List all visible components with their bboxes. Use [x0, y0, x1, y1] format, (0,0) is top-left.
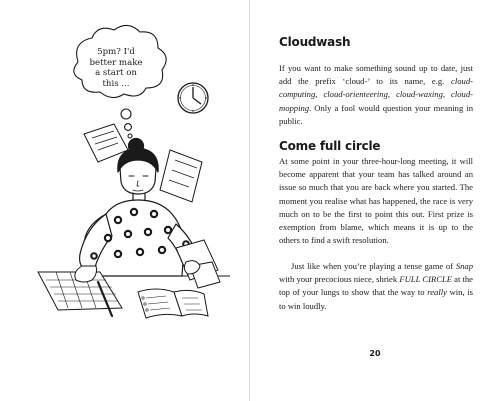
italic-run: cloud-computing, cloud-orienteering, cloud-waxing, cloud-mopping: [279, 76, 473, 113]
italic-run: Snap: [455, 261, 473, 271]
text-run: If you want to make something sound up to date, just add the prefix ‘cloud-’ to its name, e.g.: [279, 63, 473, 87]
left-page: [0, 0, 249, 401]
text-run: At some point in your three-hour-long meeting, it will become apparent that your team has talked around an issue so much that you are back where you started. The moment you realise what has happened, the race is very much on to be the first to point this out. First prize is exemption from blame, which means it is up to the others to find a swift resolution.: [279, 156, 473, 246]
text-run: at the top of your lungs to show that the way to: [279, 274, 473, 298]
flying-paper-right: [160, 150, 202, 202]
text-run: win, is to win loudly.: [279, 287, 474, 311]
page-number: 20: [369, 349, 381, 358]
section-body-cloudwash: [279, 62, 473, 128]
section-heading-come-full-circle: Come full circle: [279, 139, 381, 153]
open-notebook: [138, 289, 208, 318]
text-run: with your precocious niece, shriek: [279, 274, 400, 285]
thought-line: this ...: [102, 78, 130, 89]
thought-dot-medium: [125, 124, 132, 131]
thought-dot-large: [121, 109, 131, 119]
thought-line: better make: [89, 57, 143, 68]
italic-run: really: [427, 287, 447, 298]
clock-icon: [178, 83, 208, 113]
section-body-come-full-circle-2: [279, 260, 473, 313]
italic-run: FULL CIRCLE: [399, 274, 452, 285]
text-run: Just like when you’re playing a tense game of: [291, 261, 456, 271]
thought-line: a start on: [95, 68, 137, 79]
section-body-come-full-circle: [279, 155, 473, 247]
text-run: . Only a fool would question your meaning in public.: [279, 102, 473, 126]
thought-line: 5pm? I'd: [97, 47, 135, 57]
thought-bubble-text: [80, 47, 152, 89]
thought-dot-small: [128, 134, 132, 138]
section-heading-cloudwash: Cloudwash: [279, 35, 351, 49]
